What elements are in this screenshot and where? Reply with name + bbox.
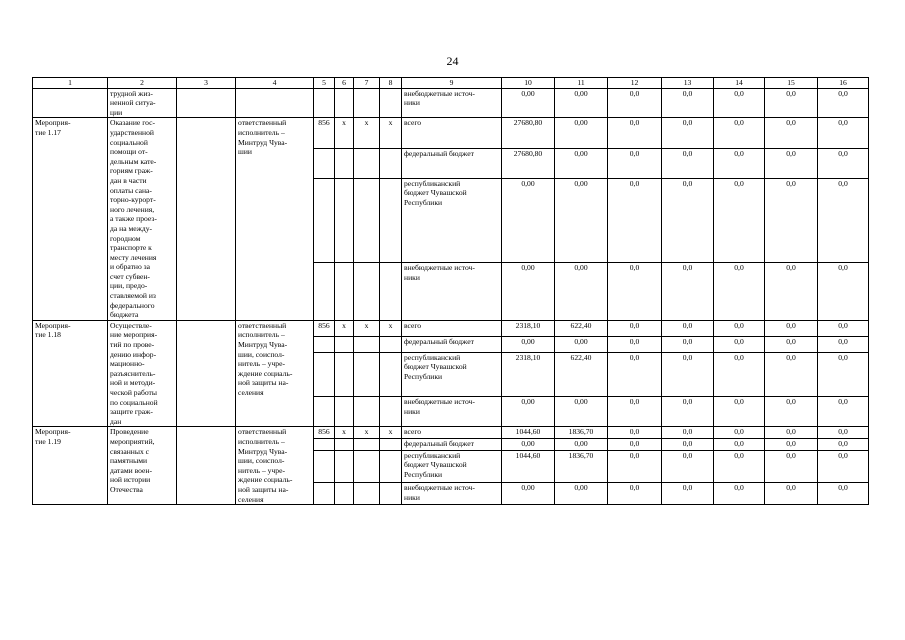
value-cell: 0,0 [765, 483, 818, 505]
code-cell: 856 [314, 320, 335, 336]
value-cell: 0,0 [608, 352, 662, 397]
code-cell [314, 263, 335, 320]
value-cell: 0,0 [714, 88, 765, 118]
value-cell: 2318,10 [502, 352, 555, 397]
code-cell [335, 483, 354, 505]
column-number-row [33, 78, 869, 89]
value-cell: 0,0 [714, 397, 765, 427]
value-cell: 0,0 [765, 88, 818, 118]
value-cell: 27680,80 [502, 148, 555, 178]
table-row [33, 118, 869, 148]
value-cell: 0,0 [714, 118, 765, 148]
column-number-cell: 15 [765, 78, 818, 89]
value-cell: 0,0 [818, 320, 869, 336]
column-number-cell: 1 [33, 78, 108, 89]
code-cell [354, 450, 380, 483]
value-cell: 0,0 [608, 320, 662, 336]
code-cell [380, 88, 402, 118]
code-cell [380, 263, 402, 320]
column-number-cell: 8 [380, 78, 402, 89]
value-cell: 0,00 [555, 336, 608, 352]
value-cell: 2318,10 [502, 320, 555, 336]
code-cell [335, 438, 354, 450]
code-cell [380, 450, 402, 483]
code-cell: х [354, 118, 380, 148]
program-table [32, 77, 869, 505]
value-cell: 0,0 [818, 118, 869, 148]
value-cell: 0,0 [818, 263, 869, 320]
code-cell [380, 336, 402, 352]
code-cell [335, 88, 354, 118]
code-cell [335, 263, 354, 320]
value-cell: 0,0 [608, 336, 662, 352]
code-cell [314, 352, 335, 397]
code-cell: х [354, 427, 380, 439]
value-cell: 0,0 [608, 263, 662, 320]
value-cell: 0,0 [765, 438, 818, 450]
code-cell: 856 [314, 427, 335, 439]
value-cell: 0,0 [662, 263, 714, 320]
source-cell: республиканский бюджет Чувашской Республики [402, 352, 502, 397]
page-number: 24 [446, 54, 459, 68]
code-cell [314, 336, 335, 352]
value-cell: 0,0 [662, 336, 714, 352]
value-cell: 0,00 [502, 263, 555, 320]
value-cell: 0,0 [818, 352, 869, 397]
value-cell: 0,00 [555, 178, 608, 263]
code-cell [380, 178, 402, 263]
code-cell [314, 483, 335, 505]
executor-cell: ответственный исполнитель – Минтруд Чува- шии, соиспол- нитель – учре- ждение социаль- ной защиты на- селения [236, 320, 314, 427]
source-cell: внебюджетные источ- ники [402, 88, 502, 118]
coexecutor-cell [177, 88, 236, 118]
value-cell: 0,0 [818, 427, 869, 439]
value-cell: 0,0 [662, 483, 714, 505]
value-cell: 0,00 [502, 438, 555, 450]
value-cell: 0,0 [662, 427, 714, 439]
value-cell: 0,0 [714, 450, 765, 483]
value-cell: 0,0 [662, 118, 714, 148]
code-cell [354, 352, 380, 397]
value-cell: 0,00 [502, 483, 555, 505]
source-cell: внебюджетные источ- ники [402, 483, 502, 505]
column-number-cell: 9 [402, 78, 502, 89]
code-cell [314, 178, 335, 263]
value-cell: 0,0 [662, 438, 714, 450]
source-cell: республиканский бюджет Чувашской Республики [402, 450, 502, 483]
value-cell: 0,0 [818, 148, 869, 178]
value-cell: 0,0 [714, 352, 765, 397]
column-number-cell: 5 [314, 78, 335, 89]
value-cell: 0,00 [555, 397, 608, 427]
event-id-cell: Мероприя- тие 1.18 [33, 320, 108, 427]
code-cell [335, 397, 354, 427]
value-cell: 0,00 [555, 118, 608, 148]
code-cell: х [380, 320, 402, 336]
value-cell: 0,0 [765, 352, 818, 397]
code-cell [380, 397, 402, 427]
value-cell: 0,0 [818, 397, 869, 427]
value-cell: 0,0 [608, 438, 662, 450]
column-number-cell: 6 [335, 78, 354, 89]
code-cell [354, 148, 380, 178]
coexecutor-cell [177, 118, 236, 320]
code-cell [354, 336, 380, 352]
code-cell [380, 352, 402, 397]
coexecutor-cell [177, 320, 236, 427]
column-number-cell: 16 [818, 78, 869, 89]
code-cell [380, 483, 402, 505]
code-cell [314, 148, 335, 178]
event-id-cell [33, 88, 108, 118]
source-cell: федеральный бюджет [402, 336, 502, 352]
value-cell: 0,0 [714, 320, 765, 336]
code-cell [314, 450, 335, 483]
code-cell [354, 178, 380, 263]
code-cell: х [354, 320, 380, 336]
code-cell [335, 148, 354, 178]
value-cell: 0,0 [714, 336, 765, 352]
value-cell: 0,00 [555, 483, 608, 505]
value-cell: 27680,80 [502, 118, 555, 148]
source-cell: всего [402, 320, 502, 336]
code-cell: х [380, 118, 402, 148]
value-cell: 0,0 [818, 438, 869, 450]
table-row [33, 427, 869, 439]
code-cell: х [335, 427, 354, 439]
event-name-cell: Оказание гос- ударственной социальной помощи от- дельным кате- гориям граж- дан в части оплаты сана- торно-курорт- ного лечения, а также проез- да на между- городном транспорте к месту лечения и обратно за счет субвен- ции, предо- ставляемой из федерального бюджета [108, 118, 177, 320]
value-cell: 0,0 [714, 148, 765, 178]
value-cell: 0,0 [714, 178, 765, 263]
source-cell: федеральный бюджет [402, 148, 502, 178]
code-cell [380, 148, 402, 178]
executor-cell: ответственный исполнитель – Минтруд Чува- шии, соиспол- нитель – учре- ждение социаль- ной защиты на- селения [236, 427, 314, 505]
table-row [33, 88, 869, 118]
value-cell: 0,0 [818, 336, 869, 352]
source-cell: федеральный бюджет [402, 438, 502, 450]
value-cell: 0,0 [714, 427, 765, 439]
value-cell: 0,0 [765, 178, 818, 263]
executor-cell: ответственный исполнитель – Минтруд Чува- шии [236, 118, 314, 320]
value-cell: 0,0 [765, 397, 818, 427]
source-cell: внебюджетные источ- ники [402, 397, 502, 427]
value-cell: 0,00 [502, 178, 555, 263]
value-cell: 0,0 [662, 88, 714, 118]
value-cell: 0,0 [765, 148, 818, 178]
code-cell [354, 397, 380, 427]
source-cell: всего [402, 118, 502, 148]
column-number-cell: 4 [236, 78, 314, 89]
event-id-cell: Мероприя- тие 1.19 [33, 427, 108, 505]
value-cell: 0,00 [502, 88, 555, 118]
value-cell: 0,0 [765, 450, 818, 483]
code-cell [335, 450, 354, 483]
value-cell: 1044,60 [502, 427, 555, 439]
code-cell: х [380, 427, 402, 439]
value-cell: 0,0 [765, 118, 818, 148]
value-cell: 0,0 [818, 450, 869, 483]
value-cell: 0,0 [662, 450, 714, 483]
value-cell: 0,00 [555, 438, 608, 450]
value-cell: 0,0 [765, 263, 818, 320]
value-cell: 0,00 [502, 336, 555, 352]
value-cell: 0,0 [714, 438, 765, 450]
coexecutor-cell [177, 427, 236, 505]
value-cell: 0,0 [662, 397, 714, 427]
value-cell: 0,0 [662, 148, 714, 178]
value-cell: 1044,60 [502, 450, 555, 483]
column-number-cell: 14 [714, 78, 765, 89]
source-cell: республиканский бюджет Чувашской Республики [402, 178, 502, 263]
value-cell: 0,0 [662, 352, 714, 397]
value-cell: 622,40 [555, 320, 608, 336]
value-cell: 0,0 [608, 88, 662, 118]
event-name-cell: Проведение мероприятий, связанных с памятными датами воен- ной истории Отечества [108, 427, 177, 505]
column-number-cell: 10 [502, 78, 555, 89]
code-cell [314, 88, 335, 118]
value-cell: 0,0 [662, 178, 714, 263]
column-number-cell: 7 [354, 78, 380, 89]
value-cell: 0,00 [555, 88, 608, 118]
value-cell: 0,0 [765, 336, 818, 352]
column-number-cell: 13 [662, 78, 714, 89]
code-cell [335, 352, 354, 397]
code-cell [314, 438, 335, 450]
value-cell: 1836,70 [555, 427, 608, 439]
value-cell: 0,0 [818, 483, 869, 505]
code-cell: 856 [314, 118, 335, 148]
value-cell: 0,0 [714, 483, 765, 505]
code-cell [314, 397, 335, 427]
column-number-cell: 11 [555, 78, 608, 89]
value-cell: 0,0 [662, 320, 714, 336]
event-name-cell: трудной жиз- ненной ситуа- ции [108, 88, 177, 118]
source-cell: внебюджетные источ- ники [402, 263, 502, 320]
event-name-cell: Осуществле- ние мероприя- тий по прове- дению инфор- мационно- разъяснитель- ной и методи- ческой работы по социальной защите граж- дан [108, 320, 177, 427]
value-cell: 0,0 [765, 427, 818, 439]
column-number-cell: 12 [608, 78, 662, 89]
value-cell: 0,0 [608, 427, 662, 439]
event-id-cell: Мероприя- тие 1.17 [33, 118, 108, 320]
value-cell: 0,0 [714, 263, 765, 320]
value-cell: 0,0 [608, 397, 662, 427]
value-cell: 0,00 [555, 263, 608, 320]
value-cell: 0,00 [555, 148, 608, 178]
value-cell: 0,0 [608, 118, 662, 148]
value-cell: 0,00 [502, 397, 555, 427]
code-cell: х [335, 320, 354, 336]
value-cell: 1836,70 [555, 450, 608, 483]
code-cell: х [335, 118, 354, 148]
value-cell: 0,0 [818, 178, 869, 263]
table-row [33, 320, 869, 336]
column-number-cell: 2 [108, 78, 177, 89]
code-cell [354, 263, 380, 320]
code-cell [335, 178, 354, 263]
source-cell: всего [402, 427, 502, 439]
code-cell [354, 438, 380, 450]
value-cell: 0,0 [608, 450, 662, 483]
value-cell: 622,40 [555, 352, 608, 397]
code-cell [354, 88, 380, 118]
value-cell: 0,0 [608, 178, 662, 263]
value-cell: 0,0 [608, 148, 662, 178]
code-cell [380, 438, 402, 450]
value-cell: 0,0 [818, 88, 869, 118]
value-cell: 0,0 [765, 320, 818, 336]
code-cell [335, 336, 354, 352]
executor-cell [236, 88, 314, 118]
value-cell: 0,0 [608, 483, 662, 505]
column-number-cell: 3 [177, 78, 236, 89]
code-cell [354, 483, 380, 505]
